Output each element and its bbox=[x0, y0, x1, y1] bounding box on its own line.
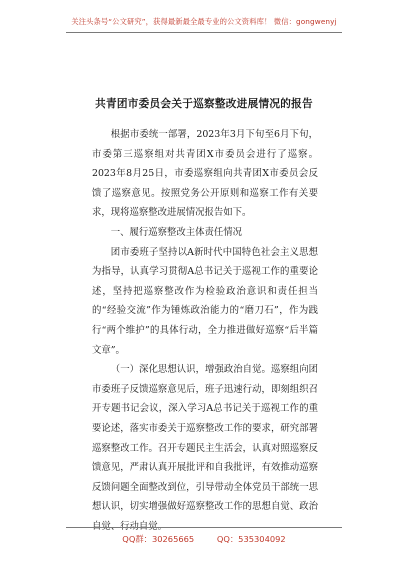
header-divider bbox=[66, 32, 342, 33]
footer-qq-group: QQ群：30265665 bbox=[122, 534, 195, 544]
document-title: 共青团市委员会关于巡察整改进展情况的报告 bbox=[95, 98, 313, 110]
footer-qq: QQ：535304092 bbox=[216, 534, 286, 544]
footer-divider bbox=[66, 527, 342, 528]
footer-contact bbox=[0, 533, 408, 545]
header-note: 关注头条号“公文研究”，获得最新最全最专业的公文资料库！ 微信：gongwenyj bbox=[71, 17, 337, 26]
document-body bbox=[92, 125, 318, 536]
body-paragraph: 团市委班子坚持以A新时代中国特色社会主义思想为指导，认真学习贯彻A总书记关于巡视工作的重要论述，坚持把巡察整改作为检验政治意识和责任担当的“经验交流”作为锤炼政治能力的“磨刀石”，作为践行“两个维护”的具体行动，全力推进做好巡察“后半篇文章”。 bbox=[92, 246, 318, 356]
section-heading: 一、履行巡察整改主体责任情况 bbox=[110, 226, 243, 238]
intro-paragraph: 根据市委统一部署，2023年3月下旬至6月下旬，市委第三巡察组对共青团X市委员会进行了巡察。2023年8月25日，市委巡察组向共青团X市委员会反馈了巡察意见。按照党务公开原则和巡察工作有关要求，现将巡察整改进展情况报告如下。 bbox=[92, 129, 318, 219]
subsection-paragraph: （一）深化思想认识，增强政治自觉。巡察组向团市委班子反馈巡察意见后，班子迅速行动，即刻组织召开专题书记会议，深入学习A总书记关于巡视工作的重要论述，落实市委关于巡察整改工作的要求，研究部署巡察整改工作。召开专题民主生活会，认真对照巡察反馈意见，严肃认真开展批评和自我批评，有效推动巡察反馈问题全面整改到位，引导带动全体党员干部统一思想认识，切实增强做好巡察整改工作的思想自觉、政治 bbox=[92, 364, 318, 513]
